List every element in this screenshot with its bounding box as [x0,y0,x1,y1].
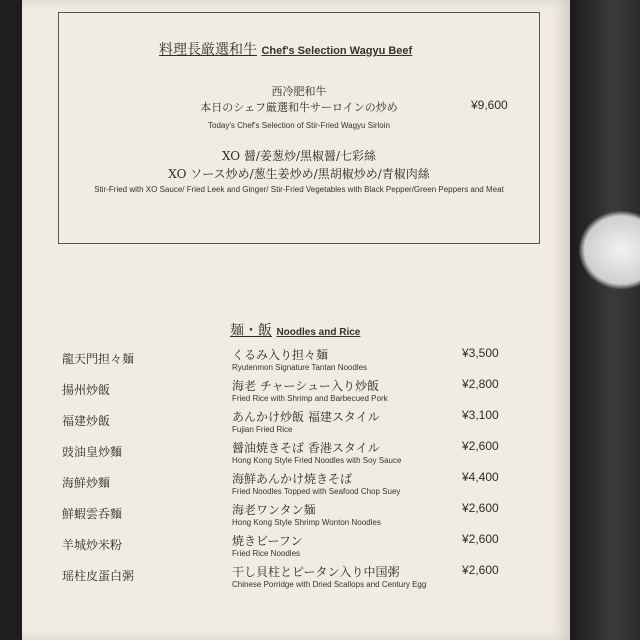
dish-name-jp: 焼きビーフン [232,534,303,548]
dish-name-en: Hong Kong Style Fried Noodles with Soy Sauce [232,456,402,465]
dish-name-jp: 海鮮あんかけ焼きそば [232,472,353,486]
dish-price: ¥2,600 [462,501,499,515]
dish-name-cn: 龍天門担々麺 [62,352,135,366]
dish-price: ¥3,100 [462,408,499,422]
wagyu-title-jp: 料理長厳選和牛 [159,42,257,58]
wagyu-section-box [58,12,540,244]
dish-name-en: Chinese Porridge with Dried Scallops and Century Egg [232,580,427,589]
white-dish [578,210,640,290]
dish-price: ¥3,500 [462,346,499,360]
wagyu-section-title [159,39,412,59]
dish-name-en: Fried Rice Noodles [232,549,301,558]
dish-name-cn: 羊城炒米粉 [62,538,123,552]
background-table [570,0,640,640]
wagyu-item2-en: Stir-Fried with XO Sauce/ Fried Leek and Ginger/ Stir-Fried Vegetables with Black Pepper/Green Peppers and Meat [94,185,504,194]
dish-name-cn: 瑶柱皮蛋白粥 [62,569,135,583]
noodles-title-en: Noodles and Rice [276,327,361,338]
dish-name-cn: 揚州炒飯 [62,383,111,397]
wagyu-item2-line1: XO 醤/姜葱炒/黒椒醤/七彩絲 [221,149,377,163]
dish-price: ¥2,600 [462,563,499,577]
dish-name-en: Fried Noodles Topped with Seafood Chop Suey [232,487,401,496]
dish-name-jp: 海老 チャーシュー入り炒飯 [232,379,379,393]
dish-name-en: Hong Kong Style Shrimp Wonton Noodles [232,518,381,527]
wagyu-item1-price: ¥9,600 [471,98,508,112]
wagyu-item1-en: Today's Chef's Selection of Stir-Fried Wagyu Sirloin [208,121,390,130]
wagyu-item1-jp: 本日のシェフ厳選和牛サーロインの炒め [200,101,398,114]
dish-name-cn: 鮮蝦雲呑麵 [62,507,123,521]
dish-price: ¥2,600 [462,439,499,453]
dish-name-jp: くるみ入り担々麺 [232,348,329,362]
dish-price: ¥2,800 [462,377,499,391]
menu-page [22,0,570,640]
dish-name-cn: 海鮮炒麵 [62,476,111,490]
wagyu-item2-line2: XO ソース炒め/葱生姜炒め/黒胡椒炒め/青椒肉絲 [168,167,430,181]
dish-name-en: Fujian Fried Rice [232,425,293,434]
dish-name-jp: 干し貝柱とピータン入り中国粥 [232,565,400,579]
wagyu-cut: 西冷肥和牛 [271,85,327,98]
dish-name-en: Fried Rice with Shrimp and Barbecued Pork [232,394,388,403]
dish-name-cn: 豉油皇炒麵 [62,445,123,459]
dish-price: ¥2,600 [462,532,499,546]
noodles-section-title [230,320,360,340]
dish-name-jp: あんかけ炒飯 福建スタイル [232,410,380,424]
dish-price: ¥4,400 [462,470,499,484]
noodles-title-jp: 麺・飯 [230,323,272,339]
dish-name-jp: 醤油焼きそば 香港スタイル [232,441,380,455]
dish-name-jp: 海老ワンタン麺 [232,503,316,517]
wagyu-title-en: Chef's Selection Wagyu Beef [261,45,413,57]
dish-name-cn: 福建炒飯 [62,414,111,428]
dish-name-en: Ryutenmon Signature Tantan Noodles [232,363,368,372]
